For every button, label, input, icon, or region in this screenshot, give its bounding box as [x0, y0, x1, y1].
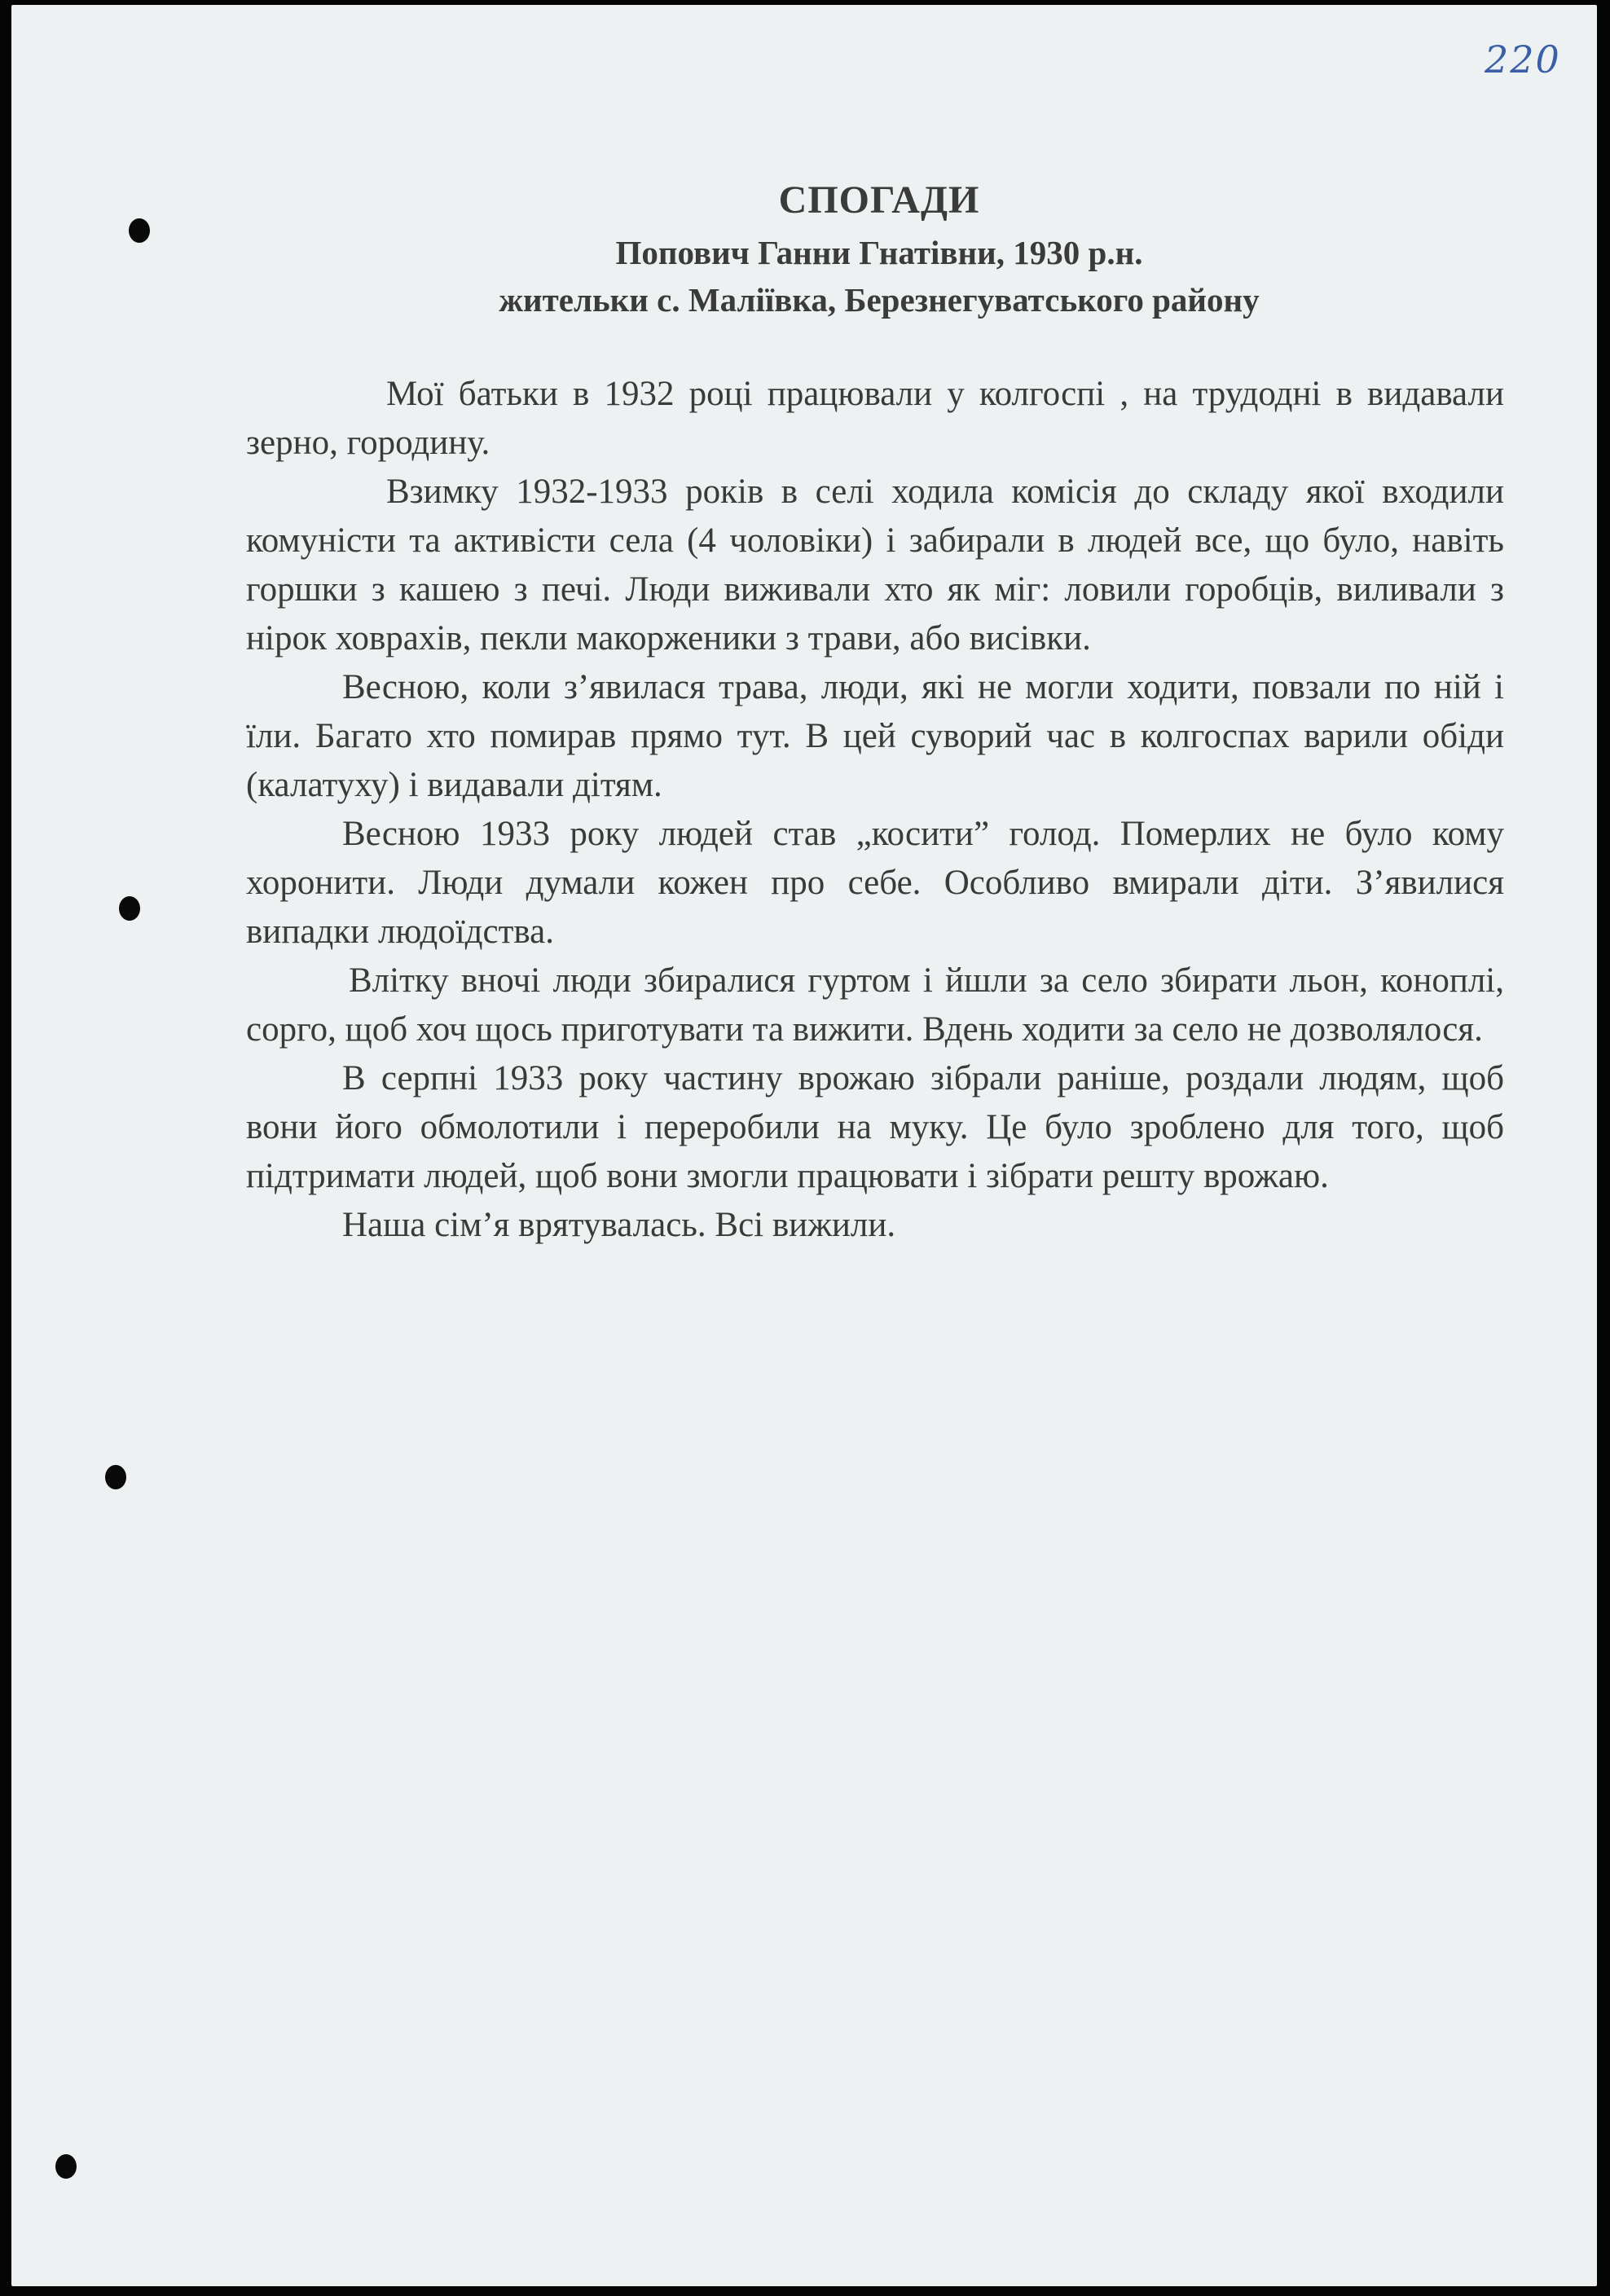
paper-sheet: [11, 5, 1597, 2286]
paragraph: Взимку 1932-1933 років в селі ходила комісія до складу якої входили комуністи та активісти села (4 чоловіки) і забирали в людей все, що було, навіть горшки з кашею з печі. Люди виживали хто як міг: ловили горобців, виливали з нірок ховрахів, пекли макорженики з трави, або висівки.: [246, 473, 1504, 658]
paragraph: Влітку вночі люди збиралися гуртом і йшли за село збирати льон, коноплі, сорго, щоб хоч щось приготувати та вижити. Вдень ходити за село не дозволялося.: [246, 961, 1504, 1049]
paragraph: Мої батьки в 1932 році працювали у колгоспі , на трудодні в видавали зерно, городину.: [246, 375, 1504, 462]
paragraph: В серпні 1933 року частину врожаю зібрали раніше, роздали людям, щоб вони його обмолотили і переробили на муку. Це було зроблено для того, щоб підтримати людей, щоб вони змогли працювати і зібрати решту врожаю.: [246, 1059, 1504, 1195]
residence-line: жительки с. Маліївка, Березнегуватського району: [499, 281, 1260, 319]
punch-hole-icon: [119, 896, 140, 921]
paragraph: Наша сім’я врятувалась. Всі вижили.: [342, 1206, 896, 1244]
punch-hole-icon: [129, 218, 150, 243]
paragraph: Весною 1933 року людей став „косити” голод. Померлих не було кому хоронити. Люди думали кожен про себе. Особливо вмирали діти. З’явилися випадки людоїдства.: [246, 815, 1504, 951]
punch-hole-icon: [105, 1465, 126, 1489]
author-line: Попович Ганни Гнатівни, 1930 р.н.: [615, 234, 1143, 271]
document-title: СПОГАДИ: [778, 178, 980, 222]
paragraph: Весною, коли з’явилася трава, люди, які не могли ходити, повзали по ній і їли. Багато хто помирав прямо тут. В цей суворий час в колгоспах варили обіди (калатуху) і видавали дітям.: [246, 668, 1504, 804]
memoir-body: [246, 370, 1504, 1250]
punch-hole-icon: [55, 2154, 77, 2179]
handwritten-page-number: 220: [1485, 37, 1561, 81]
